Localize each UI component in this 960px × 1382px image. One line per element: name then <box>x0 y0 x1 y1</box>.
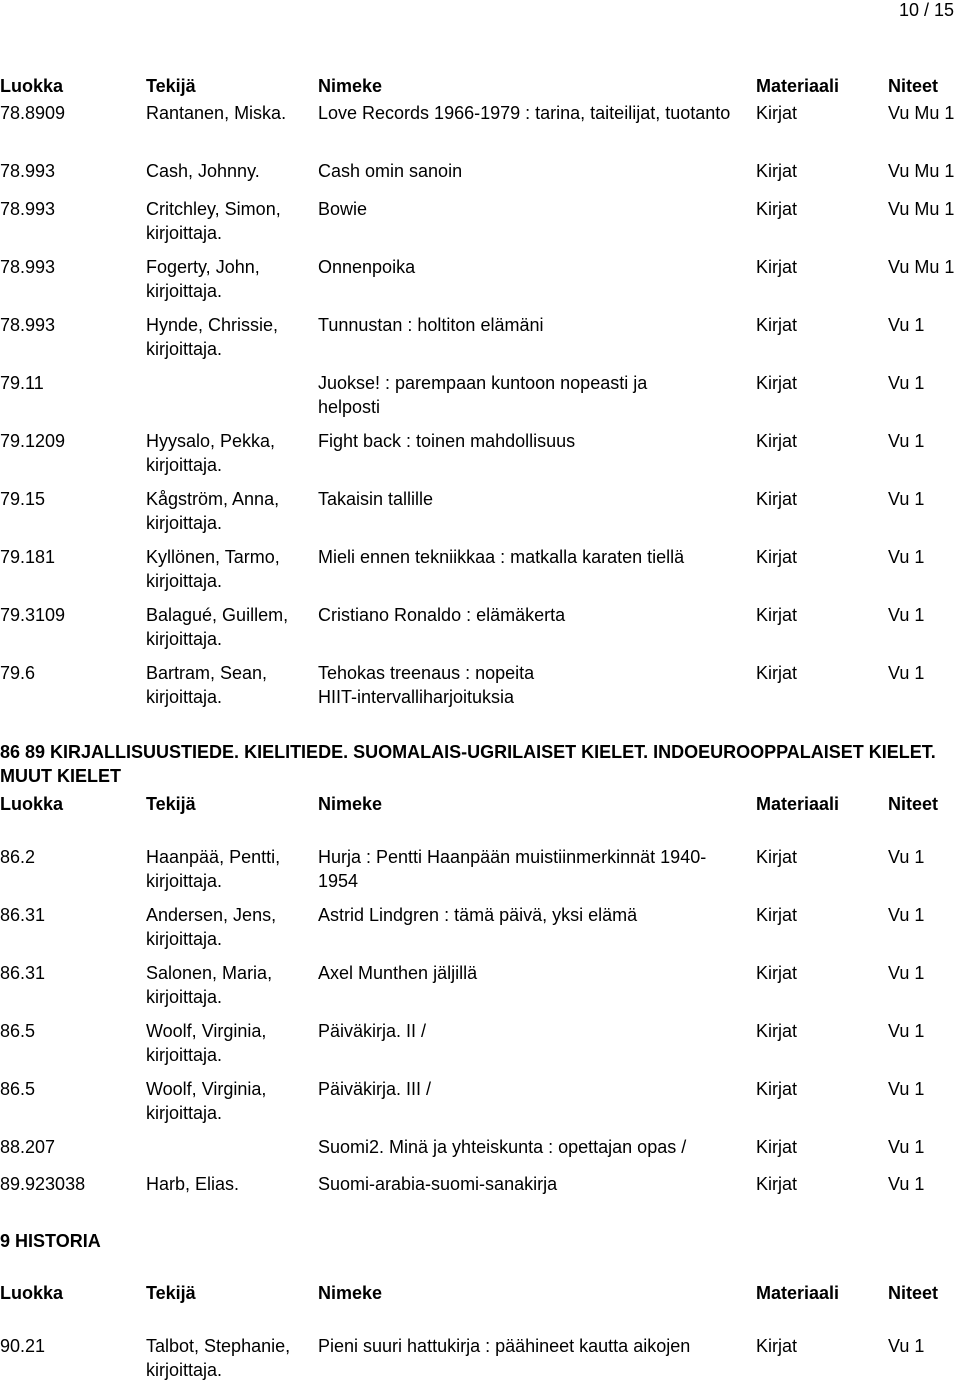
row-material: Kirjat <box>756 373 798 393</box>
row-copies: Vu 1 <box>888 373 925 393</box>
row-material: Kirjat <box>756 963 798 983</box>
row-copies: Vu Mu 1 <box>888 161 955 181</box>
row-class: 86.5 <box>0 1079 36 1099</box>
row-author: Talbot, Stephanie, kirjoittaja. <box>146 1336 291 1380</box>
row-material: Kirjat <box>756 1079 798 1099</box>
row-material: Kirjat <box>756 199 798 219</box>
row-title: Takaisin tallille <box>318 489 434 509</box>
header-copies: Niteet <box>888 794 939 814</box>
header-class: Luokka <box>0 76 64 96</box>
row-title: Cash omin sanoin <box>318 161 463 181</box>
row-material: Kirjat <box>756 1021 798 1041</box>
row-class: 86.5 <box>0 1021 36 1041</box>
row-title: Cristiano Ronaldo : elämäkerta <box>318 605 566 625</box>
row-class: 88.207 <box>0 1137 56 1157</box>
row-material: Kirjat <box>756 103 798 123</box>
row-copies: Vu 1 <box>888 547 925 567</box>
row-class: 78.993 <box>0 315 56 335</box>
header-class: Luokka <box>0 794 64 814</box>
row-class: 78.993 <box>0 199 56 219</box>
row-material: Kirjat <box>756 1174 798 1194</box>
row-class: 79.1209 <box>0 431 66 451</box>
row-copies: Vu 1 <box>888 1137 925 1157</box>
header-copies: Niteet <box>888 76 939 96</box>
row-title: Juokse! : parempaan kuntoon nopeasti ja helposti <box>318 373 648 417</box>
row-class: 78.993 <box>0 257 56 277</box>
row-class: 79.181 <box>0 547 56 567</box>
row-material: Kirjat <box>756 547 798 567</box>
row-class: 90.21 <box>0 1336 46 1356</box>
header-material: Materiaali <box>756 76 840 96</box>
row-class: 79.11 <box>0 373 44 393</box>
row-title: Suomi2. Minä ja yhteiskunta : opettajan opas / <box>318 1137 687 1157</box>
row-class: 86.2 <box>0 847 36 867</box>
row-material: Kirjat <box>756 605 798 625</box>
section-heading: 86 89 KIRJALLISUUSTIEDE. KIELITIEDE. SUOMALAIS-UGRILAISET KIELET. INDOEUROOPPALAISET KIELET. MUUT KIELET <box>0 742 936 786</box>
row-class: 86.31 <box>0 905 46 925</box>
row-author: Haanpää, Pentti, kirjoittaja. <box>146 847 281 891</box>
row-author: Kågström, Anna, kirjoittaja. <box>146 489 280 533</box>
header-author: Tekijä <box>146 1283 196 1303</box>
row-copies: Vu Mu 1 <box>888 257 955 277</box>
header-copies: Niteet <box>888 1283 939 1303</box>
row-copies: Vu 1 <box>888 1174 925 1194</box>
row-title: Päiväkirja. III / <box>318 1079 432 1099</box>
row-title: Onnenpoika <box>318 257 416 277</box>
row-title: Suomi-arabia-suomi-sanakirja <box>318 1174 558 1194</box>
row-author: Fogerty, John, kirjoittaja. <box>146 257 260 301</box>
row-material: Kirjat <box>756 847 798 867</box>
header-author: Tekijä <box>146 76 196 96</box>
header-author: Tekijä <box>146 794 196 814</box>
row-copies: Vu 1 <box>888 605 925 625</box>
row-author: Salonen, Maria, kirjoittaja. <box>146 963 273 1007</box>
row-author: Andersen, Jens, kirjoittaja. <box>146 905 277 949</box>
row-title: Bowie <box>318 199 368 219</box>
row-title: Love Records 1966-1979 : tarina, taiteilijat, tuotanto <box>318 103 731 123</box>
row-class: 79.6 <box>0 663 36 683</box>
row-author: Rantanen, Miska. <box>146 103 287 123</box>
row-copies: Vu 1 <box>888 1336 925 1356</box>
row-author: Critchley, Simon, kirjoittaja. <box>146 199 281 243</box>
row-material: Kirjat <box>756 489 798 509</box>
header-material: Materiaali <box>756 1283 840 1303</box>
row-copies: Vu 1 <box>888 847 925 867</box>
row-class: 89.923038 <box>0 1174 86 1194</box>
row-author: Harb, Elias. <box>146 1174 240 1194</box>
row-material: Kirjat <box>756 257 798 277</box>
row-title: Tunnustan : holtiton elämäni <box>318 315 544 335</box>
row-class: 79.15 <box>0 489 46 509</box>
row-title: Päiväkirja. II / <box>318 1021 427 1041</box>
row-title: Fight back : toinen mahdollisuus <box>318 431 576 451</box>
row-material: Kirjat <box>756 905 798 925</box>
row-material: Kirjat <box>756 315 798 335</box>
row-title: Tehokas treenaus : nopeita HIIT-intervalliharjoituksia <box>318 663 535 707</box>
section-heading: 9 HISTORIA <box>0 1231 101 1251</box>
row-author: Kyllönen, Tarmo, kirjoittaja. <box>146 547 280 591</box>
header-title: Nimeke <box>318 76 383 96</box>
row-copies: Vu 1 <box>888 663 925 683</box>
page-number: 10 / 15 <box>898 0 954 20</box>
row-title: Hurja : Pentti Haanpään muistiinmerkinnät 1940-1954 <box>318 847 707 891</box>
row-material: Kirjat <box>756 1137 798 1157</box>
row-title: Axel Munthen jäljillä <box>318 963 478 983</box>
row-author: Hynde, Chrissie, kirjoittaja. <box>146 315 279 359</box>
row-material: Kirjat <box>756 431 798 451</box>
row-title: Pieni suuri hattukirja : päähineet kautta aikojen <box>318 1336 691 1356</box>
row-material: Kirjat <box>756 161 798 181</box>
row-copies: Vu 1 <box>888 905 925 925</box>
header-class: Luokka <box>0 1283 64 1303</box>
row-material: Kirjat <box>756 663 798 683</box>
row-copies: Vu 1 <box>888 1021 925 1041</box>
row-copies: Vu 1 <box>888 1079 925 1099</box>
row-author: Woolf, Virginia, kirjoittaja. <box>146 1079 267 1123</box>
row-class: 78.993 <box>0 161 56 181</box>
header-title: Nimeke <box>318 1283 383 1303</box>
row-title: Mieli ennen tekniikkaa : matkalla karaten tiellä <box>318 547 685 567</box>
row-copies: Vu 1 <box>888 489 925 509</box>
row-author: Hyysalo, Pekka, kirjoittaja. <box>146 431 276 475</box>
row-copies: Vu Mu 1 <box>888 199 955 219</box>
row-title: Astrid Lindgren : tämä päivä, yksi elämä <box>318 905 638 925</box>
row-material: Kirjat <box>756 1336 798 1356</box>
row-copies: Vu Mu 1 <box>888 103 955 123</box>
row-author: Cash, Johnny. <box>146 161 260 181</box>
header-title: Nimeke <box>318 794 383 814</box>
header-material: Materiaali <box>756 794 840 814</box>
row-class: 86.31 <box>0 963 46 983</box>
row-copies: Vu 1 <box>888 315 925 335</box>
row-copies: Vu 1 <box>888 431 925 451</box>
row-author: Woolf, Virginia, kirjoittaja. <box>146 1021 267 1065</box>
row-class: 79.3109 <box>0 605 66 625</box>
row-author: Balagué, Guillem, kirjoittaja. <box>146 605 289 649</box>
row-copies: Vu 1 <box>888 963 925 983</box>
row-class: 78.8909 <box>0 103 66 123</box>
row-author: Bartram, Sean, kirjoittaja. <box>146 663 268 707</box>
